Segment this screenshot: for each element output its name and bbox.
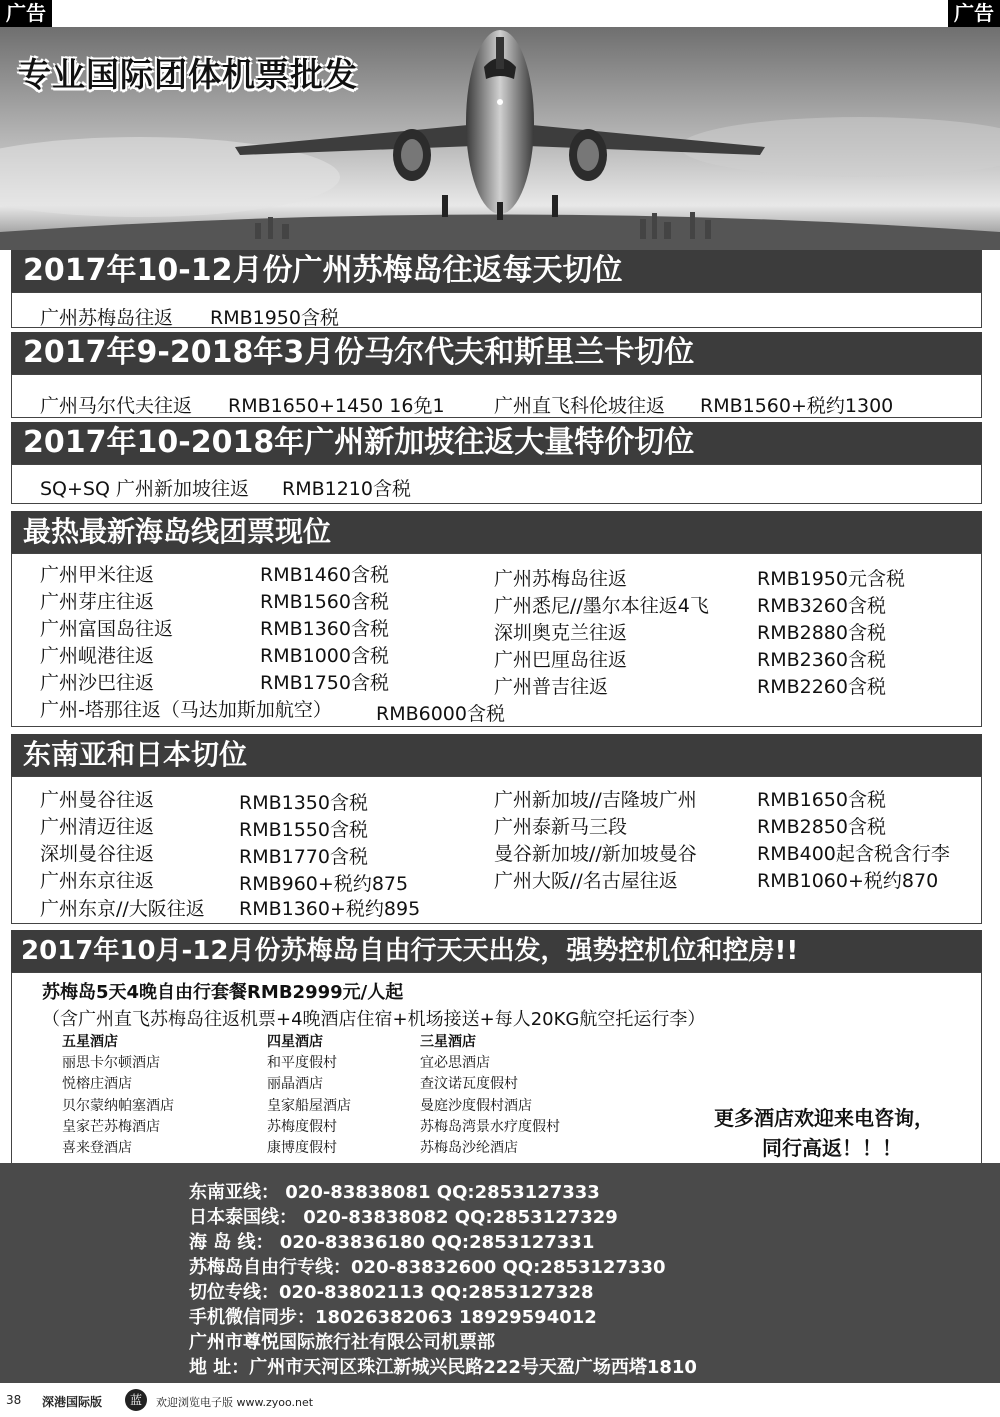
price-label: RMB1560+税约1300 [700,395,894,417]
price-label: RMB6000含税 [376,703,505,725]
price-label: RMB1360含税 [260,618,389,640]
price-label: RMB1360+税约895 [239,898,421,920]
contact-samui-line: 苏梅岛自由行专线：020-83832600 QQ:2853127330 [189,1257,666,1278]
hero-banner [0,27,1000,250]
hotel-name: 悦榕庄酒店 [62,1076,132,1092]
route-label: 广州曼谷往返 [40,789,155,811]
route-label: 广州巴厘岛往返 [494,649,628,671]
hotel-name: 和平度假村 [267,1055,337,1071]
peer-rebate-text: 同行高返！！！ [762,1136,902,1160]
section-sea-title: 东南亚和日本切位 [11,734,982,776]
company-name: 广州市尊悦国际旅行社有限公司机票部 [189,1332,495,1353]
route-label: 广州东京往返 [40,870,155,892]
hotel-name: 康博度假村 [267,1140,337,1156]
route-label: SQ+SQ 广州新加坡往返 [40,478,249,500]
route-label: 广州芽庄往返 [40,591,155,613]
route-label: 广州沙巴往返 [40,672,155,694]
price-label: RMB1950含税 [210,307,339,329]
hotel-header-5star: 五星酒店 [62,1034,118,1050]
ad-tag-right: 广告 [948,0,1000,27]
price-label: RMB1460含税 [260,564,389,586]
price-label: RMB2850含税 [757,816,886,838]
route-label: 广州马尔代夫往返 [40,395,193,417]
ad-tag-left: 广告 [0,0,52,27]
route-label: 广州富国岛往返 [40,618,174,640]
hotel-name: 苏梅岛湾景水疗度假村 [420,1119,560,1135]
route-label: 广州普吉往返 [494,676,609,698]
hotel-name: 苏梅度假村 [267,1119,337,1135]
price-label: RMB1650含税 [757,789,886,811]
price-label: RMB1060+税约870 [757,870,939,892]
price-label: RMB2260含税 [757,676,886,698]
hotel-name: 喜来登酒店 [62,1140,132,1156]
price-label: RMB1210含税 [282,478,411,500]
contact-island-line: 海 岛 线： 020-83836180 QQ:2853127331 [189,1232,595,1253]
section-island-title: 最热最新海岛线团票现位 [11,511,982,553]
website-link[interactable]: 欢迎浏览电子版 www.zyoo.net [156,1396,314,1409]
hotel-name: 宜必思酒店 [420,1055,490,1071]
page-footer [0,1383,1000,1417]
company-address: 地 址：广州市天河区珠江新城兴民路222号天盈广场西塔1810 [189,1357,697,1378]
hotel-name: 苏梅岛沙纶酒店 [420,1140,518,1156]
hero-title: 专业国际团体机票批发 [18,55,358,94]
hotel-name: 曼庭沙度假村酒店 [420,1098,532,1114]
price-label: RMB2360含税 [757,649,886,671]
route-label: 广州苏梅岛往返 [494,568,628,590]
route-label: 深圳奥克兰往返 [494,622,628,644]
route-label: 广州清迈往返 [40,816,155,838]
route-label: 广州东京//大阪往返 [40,898,205,920]
contact-block [0,1163,1000,1383]
route-label: 广州大阪//名古屋往返 [494,870,678,892]
price-label: RMB1770含税 [239,846,368,868]
price-label: RMB1750含税 [260,672,389,694]
contact-japan-thailand-line: 日本泰国线： 020-83838082 QQ:2853127329 [189,1207,618,1228]
route-label: 广州甲米往返 [40,564,155,586]
route-label: 广州直飞科伦坡往返 [494,395,666,417]
hotel-name: 皇家芒苏梅酒店 [62,1119,160,1135]
price-label: RMB1560含税 [260,591,389,613]
hotel-name: 丽思卡尔顿酒店 [62,1055,160,1071]
edition-name: 深港国际版 [42,1395,103,1409]
hotel-name: 查汶诺瓦度假村 [420,1076,518,1092]
section-samui-daily-title: 2017年10-12月份广州苏梅岛往返每天切位 [11,250,982,292]
more-hotels-text: 更多酒店欢迎来电咨询， [714,1106,934,1130]
route-label: 广州新加坡//吉隆坡广州 [494,789,697,811]
route-label: 广州泰新马三段 [494,816,628,838]
price-label: RMB960+税约875 [239,873,409,895]
hotel-header-3star: 三星酒店 [420,1034,476,1050]
section-samui-package-title: 2017年10月-12月份苏梅岛自由行天天出发，强势控机位和控房!! [11,930,982,972]
hotel-name: 丽晶酒店 [267,1076,323,1092]
price-label: RMB1550含税 [239,819,368,841]
price-label: RMB1000含税 [260,645,389,667]
contact-sea-line: 东南亚线： 020-83838081 QQ:2853127333 [189,1182,600,1203]
price-label: RMB3260含税 [757,595,886,617]
price-label: RMB1350含税 [239,792,368,814]
route-label: 曼谷新加坡//新加坡曼谷 [494,843,697,865]
price-label: RMB1650+1450 16免1 [228,395,445,417]
hotel-name: 皇家船屋酒店 [267,1098,351,1114]
contact-allotment-line: 切位专线：020-83802113 QQ:2853127328 [189,1282,594,1303]
route-label: 广州-塔那往返（马达加斯加航空） [40,699,332,721]
price-label: RMB2880含税 [757,622,886,644]
price-label: RMB1950元含税 [757,568,905,590]
route-label: 深圳曼谷往返 [40,843,155,865]
route-label: 广州岘港往返 [40,645,155,667]
price-label: RMB400起含税含行李 [757,843,950,865]
package-includes: （含广州直飞苏梅岛往返机票+4晚酒店住宿+机场接送+每人20KG航空托运行李） [42,1009,706,1030]
hotel-header-4star: 四星酒店 [267,1034,323,1050]
contact-mobile-wechat: 手机微信同步：18026382063 18929594012 [189,1307,597,1328]
package-headline: 苏梅岛5天4晚自由行套餐RMB2999元/人起 [42,982,404,1003]
page-number: 38 [6,1393,22,1407]
route-label: 广州苏梅岛往返 [40,307,174,329]
brand-logo-icon: 蓝 [125,1389,147,1411]
route-label: 广州悉尼//墨尔本往返4飞 [494,595,709,617]
hotel-name: 贝尔蒙纳帕塞酒店 [62,1098,174,1114]
section-maldives-title: 2017年9-2018年3月份马尔代夫和斯里兰卡切位 [11,332,982,374]
section-singapore-title: 2017年10-2018年广州新加坡往返大量特价切位 [11,422,982,464]
